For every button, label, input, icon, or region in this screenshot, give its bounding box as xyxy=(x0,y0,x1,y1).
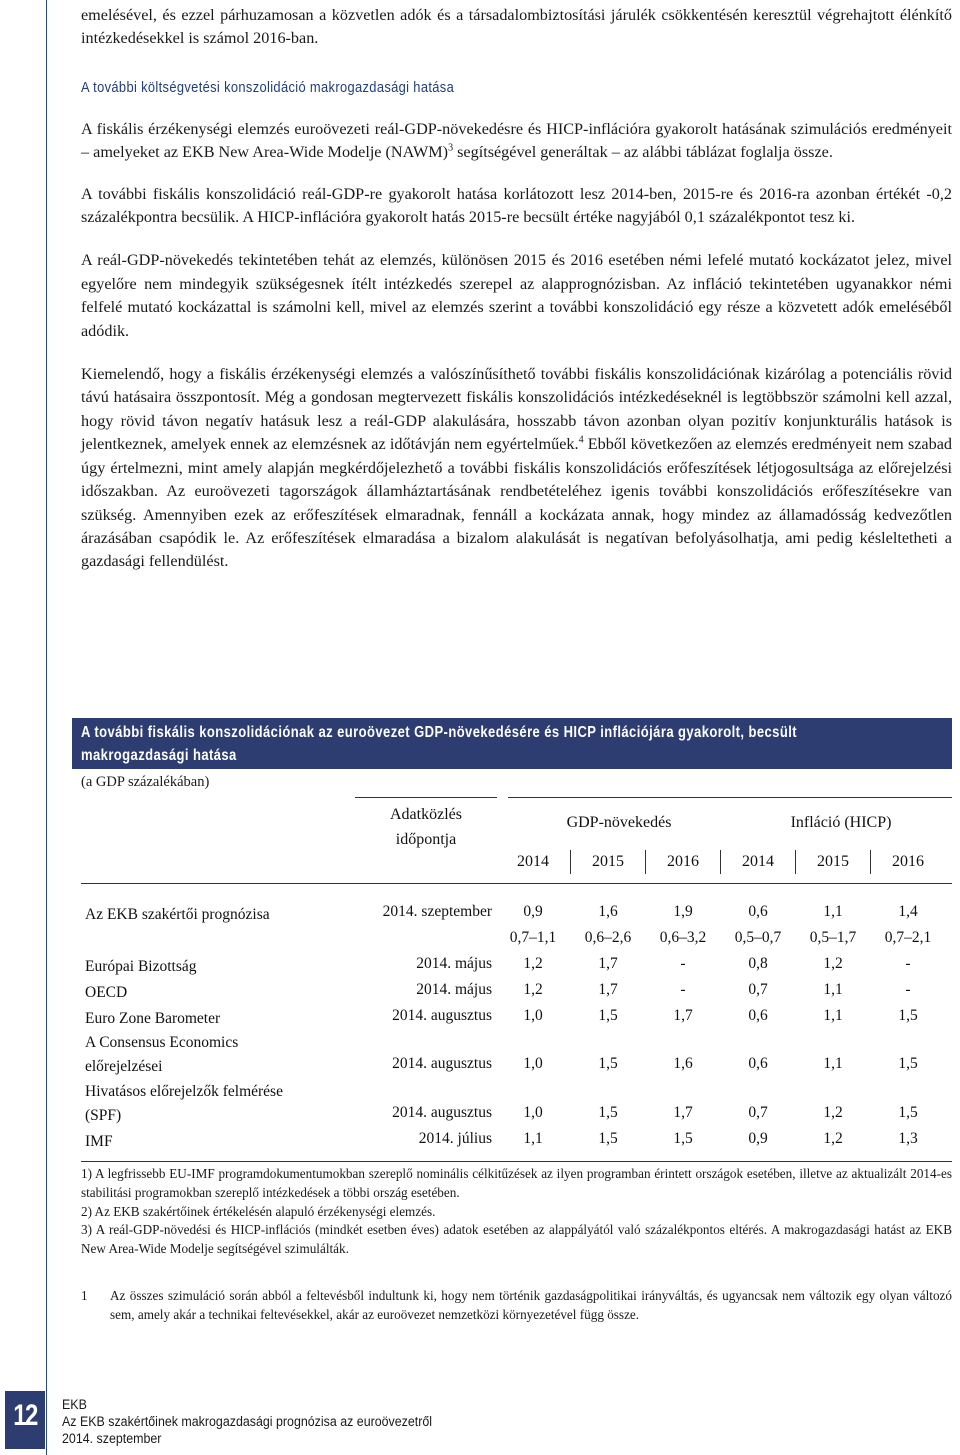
table-cell: - xyxy=(905,955,911,972)
table-title xyxy=(81,721,797,767)
table-cell: 1,0 xyxy=(523,1007,543,1024)
row-date: 2014. szeptember xyxy=(382,903,492,920)
row-label xyxy=(85,1080,283,1128)
footer-title: Az EKB szakértőinek makrogazdasági prognózisa az euroövezetről xyxy=(62,1414,433,1429)
year-header: 2015 xyxy=(817,853,849,870)
paragraph-analysis-text-end: segítségével generáltak – az alábbi táblázat foglalja össze. xyxy=(453,143,833,162)
table-cell: 0,7–2,1 xyxy=(884,929,932,946)
footnote-ref-3: 3 xyxy=(448,142,454,154)
table-cell: 0,5–1,7 xyxy=(809,929,857,946)
row-date: 2014. május xyxy=(416,955,492,972)
table-note: 3) A reál-GDP-növedési és HICP-inflációs (mindkét esetben éves) adatok esetében az alappályától való százalékpontos eltérés. A makrogazdasági hatást az EKB New Area-Wide Modelje segítségével szimulálták. xyxy=(81,1222,952,1256)
table-cell: 0,6 xyxy=(748,1055,768,1072)
table-cell: 1,3 xyxy=(898,1130,918,1147)
table-cell: 1,9 xyxy=(673,903,693,920)
table-cell: 0,9 xyxy=(523,903,543,920)
year-header: 2014 xyxy=(742,853,774,870)
paragraph-conclusion-text: Kiemelendő, hogy a fiskális érzékenységi elemzés a valószínűsíthető további fiskális konszolidációnak kizárólag a potenciális rövid távú hatásaira összpontosít. Még a gondosan megtervezett fiskális konszolidációs intézkedéseknél is legtöbbször számolni kell azzal, hogy rövid távon negatív hatásuk lesz a reál-GDP alakulására, hosszabb távon azonban olyan pozitív konjunkturális hatások is jelentkeznek, amelyek ennek az elemzésnek az időtávján nem egyértelműek. xyxy=(81,365,952,454)
footnote-text: Az összes szimuláció során abból a feltevésből indultunk ki, hogy nem történik gazdaságpolitikai irányváltás, és ugyancsak nem változik egy olyan változó sem, amely akár a technikai feltevésekkel, akár az euroövezet nemzetközi környezetével függ össze. xyxy=(110,1288,952,1322)
table-cell: 1,2 xyxy=(823,1104,843,1121)
table-cell: - xyxy=(680,981,686,998)
row-date: 2014. augusztus xyxy=(392,1055,492,1072)
row-label-line1: IMF xyxy=(85,1133,113,1150)
year-header: 2014 xyxy=(517,853,549,870)
table-cell: 1,5 xyxy=(598,1007,618,1024)
row-label xyxy=(85,955,197,979)
table-bottom-rule xyxy=(81,1161,952,1162)
table-cell: 1,0 xyxy=(523,1055,543,1072)
year-divider xyxy=(720,850,721,874)
header-bottom-rule xyxy=(81,883,952,884)
row-label xyxy=(85,903,270,927)
body-text xyxy=(81,4,952,574)
table-cell: 1,5 xyxy=(598,1130,618,1147)
table-cell: 0,6–2,6 xyxy=(584,929,632,946)
row-label-line1: Hivatásos előrejelzők felmérése xyxy=(85,1083,283,1100)
row-label-line2: (SPF) xyxy=(85,1107,122,1124)
row-label xyxy=(85,1031,238,1079)
footer-date: 2014. szeptember xyxy=(62,1431,162,1446)
table-note: 1) A legfrissebb EU-IMF programdokumentumokban szereplő nominális célkitűzések az ilyen programban érintett országok esetében, illetve az aktualizált 2014-es stabilitási programokban szereplő intézkedések a többi ország esetében. xyxy=(81,1166,952,1200)
table-cell: 0,5–0,7 xyxy=(734,929,782,946)
year-header: 2015 xyxy=(592,853,624,870)
paragraph-impact: A további fiskális konszolidáció reál-GDP-re gyakorolt hatása korlátozott lesz 2014-ben, 2015-re és 2016-ra azonban értékét -0,2 százalékpontra becsülik. A HICP-inflációra gyakorolt hatás 2015-re becsült értéke nagyjából 0,1 százalékpontot tesz ki. xyxy=(81,184,952,227)
page-footnote xyxy=(81,1286,952,1324)
table-cell: 1,5 xyxy=(898,1104,918,1121)
table-cell: 1,4 xyxy=(898,903,918,920)
page-number: 12 xyxy=(13,1399,37,1432)
table-title-bar xyxy=(72,718,952,769)
row-label-line1: OECD xyxy=(85,984,128,1001)
table-cell: 1,5 xyxy=(898,1055,918,1072)
row-date: 2014. augusztus xyxy=(392,1104,492,1121)
paragraph-conclusion-text-end: Ebből következően az elemzés eredményeit nem szabad úgy értelmezni, mint amely alapján megkérdőjelezhető a további fiskális konszolidációs erőfeszítések létjogosultsága az előrejelzési időszakban. Az euroövezeti tagországok államháztartásának rendbetételéhez igenis további konszolidációs erőfeszítésekre van szükség. Amennyiben ezek az erőfeszítések elmaradnak, fennáll a kockázata annak, hogy mindez az államadósság kedvezőtlen árazásában csapódik le. Az erőfeszítések elmaradása a bizalom alakulását is negatívan befolyásolhatja, ami pedig késleltetheti a gazdasági fellendülést. xyxy=(81,435,952,571)
table-cell: 1,7 xyxy=(598,981,618,998)
table-cell: 0,7 xyxy=(748,981,768,998)
table-cell: 0,6 xyxy=(748,903,768,920)
page-footer xyxy=(62,1396,432,1447)
table-cell: 1,5 xyxy=(598,1055,618,1072)
year-divider xyxy=(870,850,871,874)
year-divider xyxy=(645,850,646,874)
table-cell: 1,7 xyxy=(673,1104,693,1121)
row-label xyxy=(85,1130,113,1154)
footnote-number: 1 xyxy=(81,1288,88,1303)
table-cell: 1,2 xyxy=(523,955,543,972)
row-label-line1: Az EKB szakértői prognózisa xyxy=(85,906,270,923)
table-cell: - xyxy=(680,955,686,972)
table-cell: 1,7 xyxy=(598,955,618,972)
header-rule-values xyxy=(508,797,952,798)
table-cell: 1,7 xyxy=(673,1007,693,1024)
table-cell: 0,6–3,2 xyxy=(659,929,707,946)
table-cell: 1,5 xyxy=(898,1007,918,1024)
col-header-date-line2: időpontja xyxy=(395,831,457,848)
year-header: 2016 xyxy=(667,853,699,870)
year-header: 2016 xyxy=(892,853,924,870)
row-date: 2014. május xyxy=(416,981,492,998)
footnote-ref-4: 4 xyxy=(578,434,584,446)
table-cell: 1,2 xyxy=(823,955,843,972)
table-cell: 1,1 xyxy=(823,981,843,998)
paragraph-risk: A reál-GDP-növekedés tekintetében tehát az elemzés, különösen 2015 és 2016 esetében némi lefelé mutató kockázatot jelez, mivel egyelőre nem mindegyik szükségesnek ítélt intézkedés szerepel az alapprognózisban. Az infláció tekintetében ugyanakkor némi felfelé mutató kockázattal is számolni kell, mivel az elemzés szerint a további konszolidáció egy része a közvetett adók emeléséből adódik. xyxy=(81,251,952,340)
table-note: 2) Az EKB szakértőinek értékelésén alapuló érzékenységi elemzés. xyxy=(81,1204,436,1219)
table-cell: 1,6 xyxy=(598,903,618,920)
table-cell: 1,1 xyxy=(523,1130,543,1147)
table-subtitle: (a GDP százalékában) xyxy=(81,774,210,790)
table-cell: 1,1 xyxy=(823,903,843,920)
col-header-date xyxy=(355,802,497,852)
table-title-line2: makrogazdasági hatása xyxy=(81,747,237,764)
footer-publisher: EKB xyxy=(62,1397,87,1412)
row-label xyxy=(85,1007,220,1031)
table-cell: 1,1 xyxy=(823,1007,843,1024)
section-heading: A további költségvetési konszolidáció makrogazdasági hatása xyxy=(81,78,455,96)
year-divider xyxy=(570,850,571,874)
table-cell: 0,6 xyxy=(748,1007,768,1024)
year-divider xyxy=(795,850,796,874)
row-date: 2014. augusztus xyxy=(392,1007,492,1024)
table-cell: 1,2 xyxy=(823,1130,843,1147)
table-cell: 1,2 xyxy=(523,981,543,998)
paragraph-analysis-text: A fiskális érzékenységi elemzés euroövezeti reál-GDP-növekedésre és HICP-inflációra gyakorolt hatásának szimulációs eredményeit – amelyeket az EKB New Area-Wide Modelje (NAWM) xyxy=(81,119,952,162)
table-cell: 1,1 xyxy=(823,1055,843,1072)
table-cell: 1,5 xyxy=(673,1130,693,1147)
table-cell: 0,7 xyxy=(748,1104,768,1121)
table-cell: 0,8 xyxy=(748,955,768,972)
table-cell: 1,6 xyxy=(673,1055,693,1072)
row-label-line1: Euro Zone Barometer xyxy=(85,1010,221,1027)
paragraph-analysis xyxy=(81,118,952,165)
margin-rule xyxy=(46,0,47,1455)
table-cell: 0,9 xyxy=(748,1130,768,1147)
col-header-date-line1: Adatközlés xyxy=(390,806,462,823)
table-cell: - xyxy=(905,981,911,998)
table-cell: 1,0 xyxy=(523,1104,543,1121)
paragraph-intro: emelésével, és ezzel párhuzamosan a közvetlen adók és a társadalombiztosítási járulék csökkentésén keresztül végrehajtott élénkítő intézkedésekkel is számol 2016-ban. xyxy=(81,6,952,48)
table-cell: 1,5 xyxy=(598,1104,618,1121)
header-rule-date xyxy=(355,797,497,798)
row-label xyxy=(85,981,127,1005)
row-label-line1: A Consensus Economics xyxy=(85,1034,239,1051)
row-date: 2014. július xyxy=(418,1130,492,1147)
col-group-inflation: Infláció (HICP) xyxy=(790,814,892,831)
row-label-line2: előrejelzései xyxy=(85,1058,163,1075)
table-cell: 0,7–1,1 xyxy=(509,929,557,946)
table-title-line1: A további fiskális konszolidációnak az euroövezet GDP-növekedésére és HICP inflációjára gyakorolt, becsült xyxy=(81,724,798,741)
paragraph-conclusion xyxy=(81,363,952,574)
page-number-badge xyxy=(5,1391,45,1449)
col-group-gdp: GDP-növekedés xyxy=(566,814,672,831)
row-label-line1: Európai Bizottság xyxy=(85,958,197,975)
